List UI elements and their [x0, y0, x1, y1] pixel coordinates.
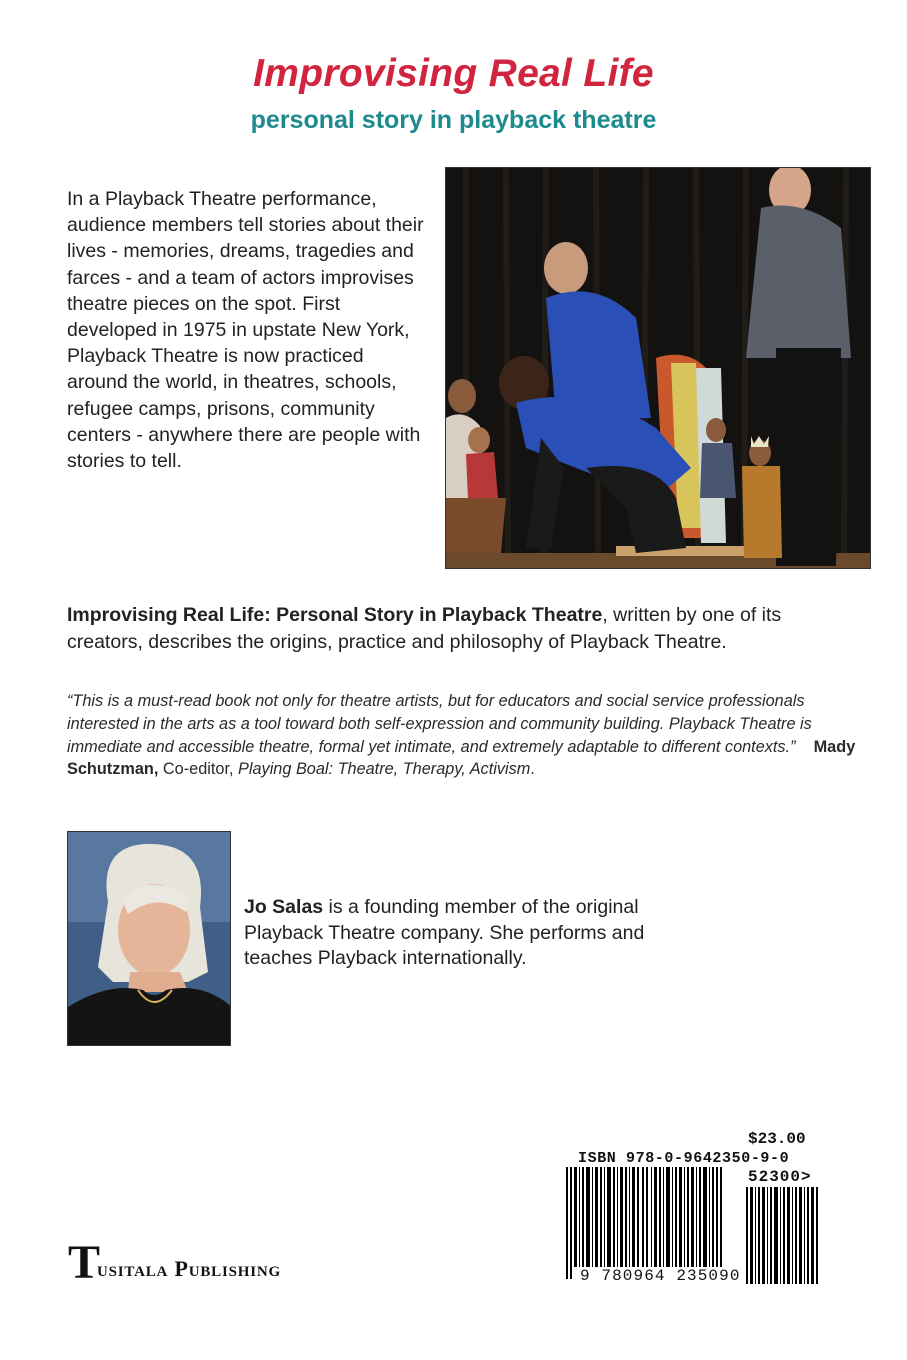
price-label: $23.00	[748, 1130, 806, 1148]
author-name: Jo Salas	[244, 896, 324, 918]
book-description	[67, 602, 857, 656]
endorsement-quote	[67, 690, 867, 781]
intro-paragraph	[67, 186, 427, 474]
quote-author: Mady Schutzman,	[67, 737, 856, 779]
performance-photo-illustration	[446, 168, 871, 569]
quote-source: Playing Boal: Theatre, Therapy, Activism	[238, 760, 531, 779]
supplement-digits: 52300>	[748, 1168, 812, 1186]
performance-photo	[445, 167, 871, 569]
author-photo-illustration	[68, 832, 231, 1046]
quote-end: .	[530, 760, 535, 779]
book-subtitle: personal story in playback theatre	[250, 106, 657, 134]
quote-role: Co-editor,	[158, 760, 239, 779]
isbn-label: ISBN 978-0-9642350-9-0	[578, 1150, 790, 1167]
author-bio	[244, 895, 684, 972]
book-title: Improvising Real Life	[253, 52, 654, 95]
intro-text: In a Playback Theatre performance, audience members tell stories about their lives - memories, dreams, tragedies and farces - and a team of actors improvises theatre pieces on the spot. First developed in 1975 in upstate New York, Playback Theatre is now practiced around the world, in theatres, schools, refugee camps, prisons, community centers - anywhere there are people with stories to tell.	[67, 188, 424, 473]
price-addon-barcode-icon	[744, 1187, 824, 1287]
publisher-logo	[68, 1236, 281, 1289]
description-text: , written by one of its creators, describes the origins, practice and philosophy of Playback Theatre.	[67, 604, 782, 653]
bio-text: is a founding member of the original Playback Theatre company. She performs and teaches Playback internationally.	[244, 896, 645, 969]
description-book-title: Improvising Real Life: Personal Story in Playback Theatre	[67, 604, 603, 626]
publisher-name: usitala Publishing	[97, 1256, 281, 1281]
quote-text: “This is a must-read book not only for theatre artists, but for educators and social service professionals interested in the arts as a tool toward both self-expression and community building. Playback Theatre is immediate and accessible theatre, formal yet intimate, and extremely adaptable to different contexts.”	[67, 692, 812, 756]
ean-digits: 9 780964 235090	[580, 1267, 741, 1285]
author-photo	[67, 831, 231, 1046]
publisher-initial: T	[68, 1236, 101, 1289]
